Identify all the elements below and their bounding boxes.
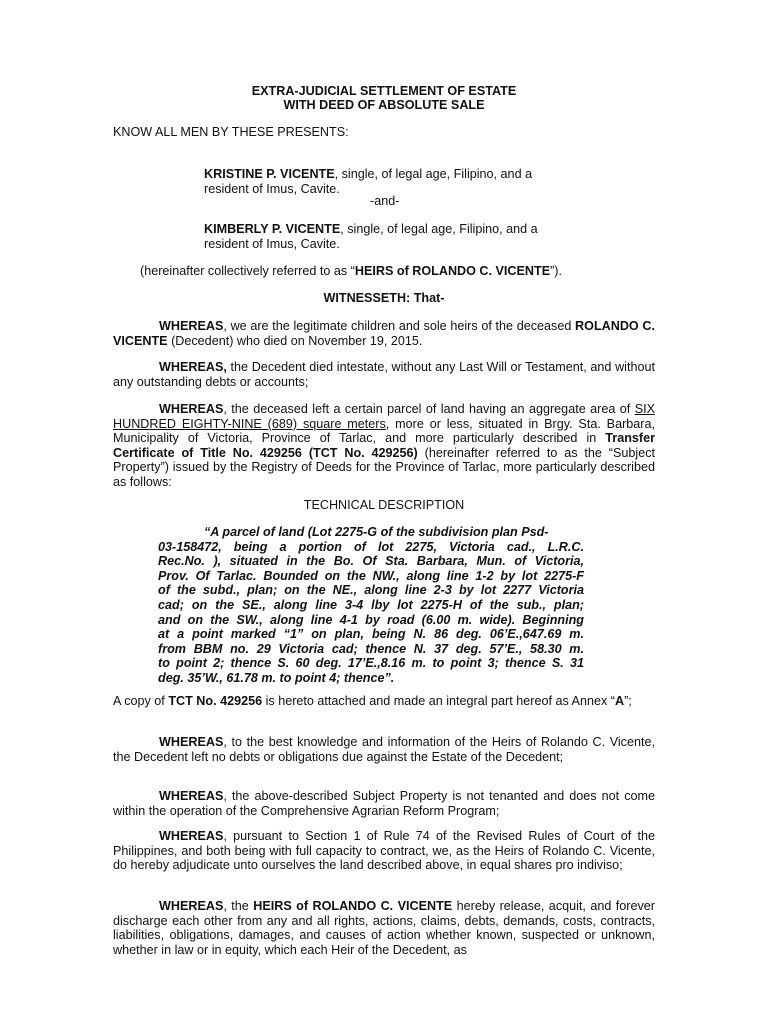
witnesseth-heading: WITNESSETH: That-: [323, 291, 445, 305]
whereas-label: WHEREAS: [159, 735, 224, 749]
tct-reference: Transfer Certificate of Title No. 429256 (TCT No. 429256): [113, 431, 655, 460]
whereas-text: , the deceased left a certain parcel of land having an aggregate area of: [223, 402, 635, 416]
party-2-name: KIMBERLY P. VICENTE: [204, 222, 341, 236]
whereas-text: , we are the legitimate children and sole heirs of the deceased: [223, 319, 576, 333]
whereas-paragraph-1: [113, 319, 655, 348]
document-title-line-1: EXTRA-JUDICIAL SETTLEMENT OF ESTATE: [251, 84, 517, 98]
whereas-text: hereby release, acquit, and forever discharge each other from any and all rights, actions, claims, debts, demands, costs, contracts, liabilities, obligations, damages, and causes of action whether known, suspected or unknown, whether in law or in equity, which each Heir of the Decedent, as: [113, 899, 655, 957]
tech-line: deg. 35’W., 61.78 m. to point 4; thence”.: [158, 670, 395, 685]
tech-line: of the subd., plan; on the NE., along line 2-3 by lot 2277 Victoria: [158, 583, 584, 598]
tech-line: 03-158472, being a portion of lot 2275, Victoria cad., L.R.C.: [158, 539, 584, 554]
technical-description-text: [158, 525, 584, 686]
whereas-paragraph-3: [113, 402, 655, 490]
whereas-paragraph-4: [113, 735, 655, 764]
land-area: SIX HUNDRED EIGHTY-NINE (689) square meters: [113, 402, 655, 431]
whereas-text: , to the best knowledge and information of the Heirs of Rolando C. Vicente, the Decedent left no debts or obligations due against the Estate of the Decedent;: [113, 735, 655, 764]
whereas-label: WHEREAS: [159, 899, 224, 913]
tech-line: Prov. Of Tarlac. Bounded on the NW., along line 1-2 by lot 2275-F: [158, 568, 584, 583]
party-2-desc: , single, of legal age, Filipino, and a: [340, 222, 538, 236]
tech-line: at a point marked “1” on plan, being N. 86 deg. 06’E.,647.69 m.: [158, 627, 584, 642]
tech-line: to point 2; thence S. 60 deg. 17’E.,8.16 m. to point 3; thence S. 31: [158, 656, 584, 671]
party-1: [204, 167, 584, 196]
annex-letter: A: [614, 694, 625, 708]
party-2-residence: resident of Imus, Cavite.: [204, 236, 340, 251]
whereas-paragraph-7: [113, 899, 655, 957]
intro-line: KNOW ALL MEN BY THESE PRESENTS:: [113, 125, 349, 139]
whereas-text: , more or less, situated in Brgy. Sta. Barbara, Municipality of Victoria, Province of Tarlac, and more particularly described in: [113, 416, 655, 446]
copy-text: is hereto attached and made an integral part hereof as Annex “: [262, 694, 615, 708]
tech-line: “A parcel of land (Lot 2275-G of the subdivision plan Psd-: [204, 525, 549, 539]
whereas-paragraph-6: [113, 829, 655, 873]
technical-description-heading: TECHNICAL DESCRIPTION: [303, 498, 465, 512]
heirs-name: HEIRS of ROLANDO C. VICENTE: [253, 899, 453, 913]
copy-text: ”;: [624, 694, 632, 708]
whereas-label: WHEREAS: [159, 319, 224, 333]
copy-paragraph: [113, 694, 655, 709]
whereas-paragraph-2: [113, 360, 655, 389]
whereas-text: (Decedent) who died on November 19, 2015.: [167, 333, 423, 348]
decedent-name: ROLANDO C. VICENTE: [113, 319, 655, 348]
whereas-text: , the: [223, 899, 254, 913]
whereas-text: , pursuant to Section 1 of Rule 74 of the Revised Rules of Court of the Philippines, and both being with full capacity to contract, we, as the Heirs of Rolando C. Vicente, do hereby adjudicate unto ourselves the land described above, in equal shares pro indiviso;: [113, 829, 655, 873]
document-title-line-2: WITH DEED OF ABSOLUTE SALE: [283, 98, 485, 112]
collective-pre: (hereinafter collectively referred to as “: [140, 264, 355, 278]
party-2: [204, 222, 584, 251]
whereas-label: WHEREAS: [159, 829, 224, 843]
whereas-text: , the above-described Subject Property is not tenanted and does not come within the operation of the Comprehensive Agrarian Reform Program;: [113, 789, 655, 818]
collective-reference: [140, 264, 562, 279]
whereas-label: WHEREAS: [159, 402, 224, 416]
whereas-label: WHEREAS,: [159, 360, 227, 374]
whereas-text: (hereinafter referred to as the “Subject Property”) issued by the Registry of Deeds for the Province of Tarlac, more particularly described as follows:: [113, 445, 655, 489]
tct-number: TCT No. 429256: [168, 694, 263, 708]
copy-text: A copy of: [113, 694, 169, 708]
whereas-paragraph-5: [113, 789, 655, 818]
party-1-residence: resident of Imus, Cavite.: [204, 181, 340, 196]
whereas-text: the Decedent died intestate, without any Last Will or Testament, and without any outstanding debts or accounts;: [113, 360, 655, 389]
tech-line: and on the SW., along line 4-1 by road (6.00 m. wide). Beginning: [158, 612, 584, 627]
tech-line: Rec.No. ), situated in the Bo. Of Sta. Barbara, Mun. of Victoria,: [158, 554, 584, 569]
tech-line: cad; on the SE., along line 3-4 lby lot 2275-H of the sub., plan;: [158, 597, 584, 612]
whereas-label: WHEREAS: [159, 789, 224, 803]
collective-heirs: HEIRS of ROLANDO C. VICENTE: [354, 264, 551, 278]
and-separator: -and-: [370, 194, 400, 208]
party-1-name: KRISTINE P. VICENTE: [204, 167, 335, 181]
tech-line: from BBM no. 29 Victoria cad; thence N. 37 deg. 57’E., 58.30 m.: [158, 641, 584, 656]
party-1-desc: , single, of legal age, Filipino, and a: [334, 167, 533, 181]
collective-post: ”).: [550, 264, 562, 278]
